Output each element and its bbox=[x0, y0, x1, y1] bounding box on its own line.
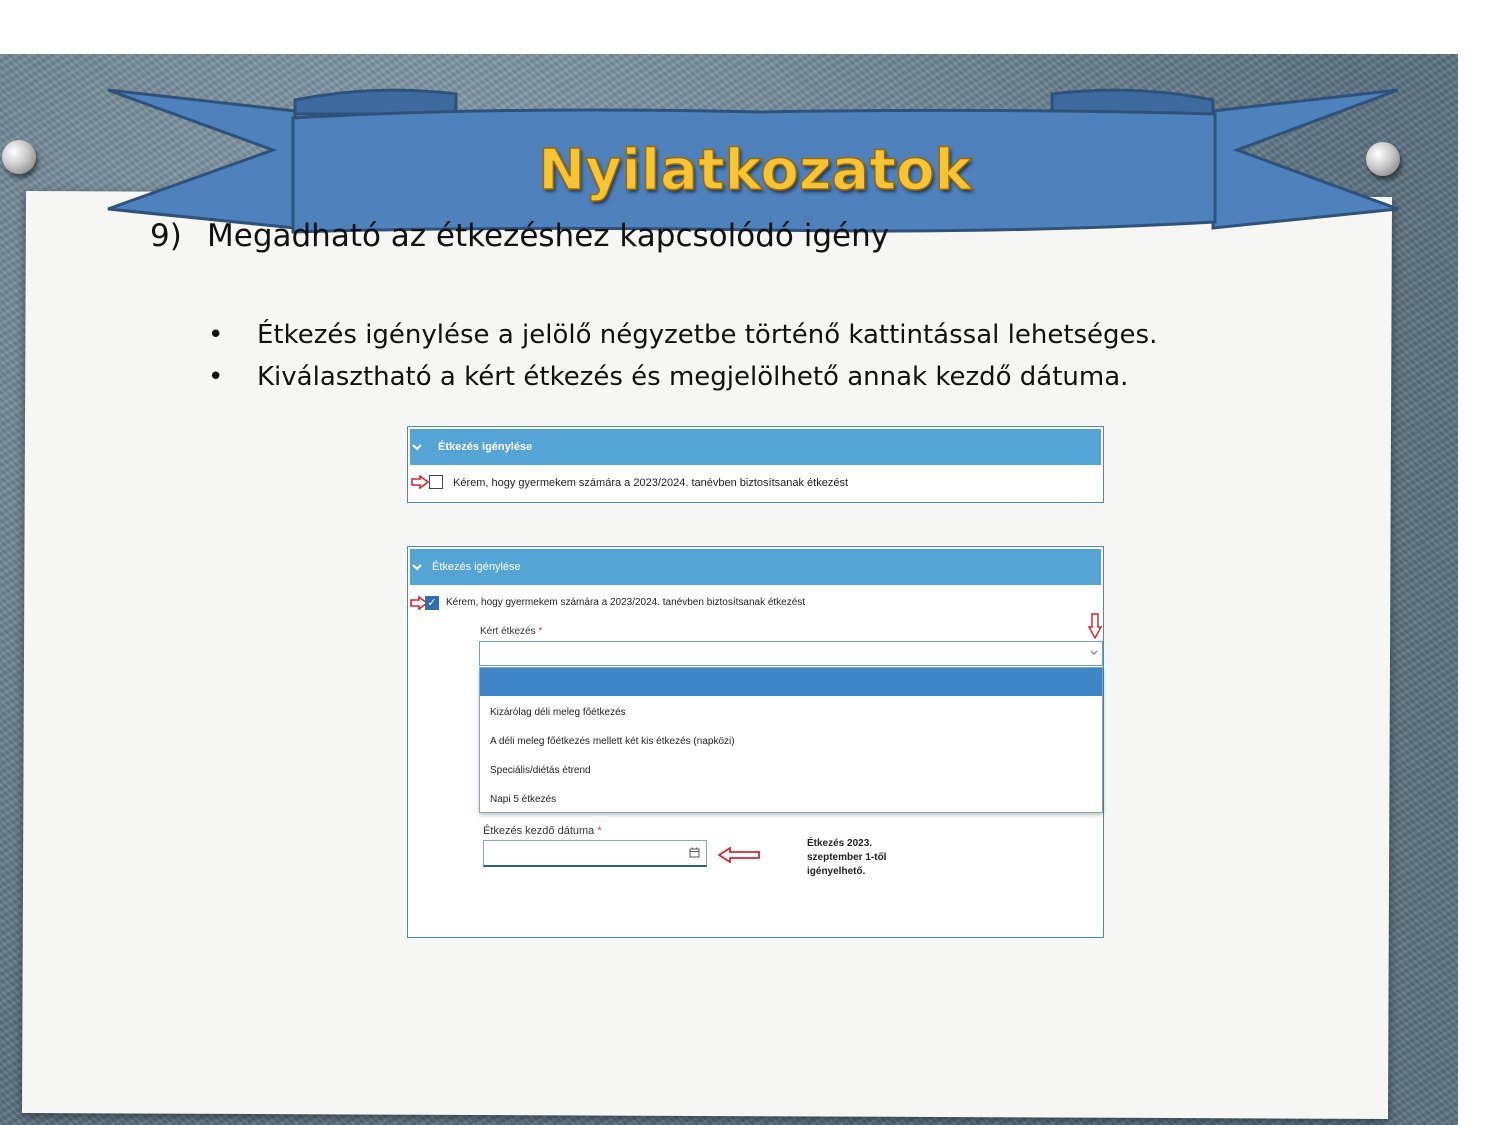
meal-request-panel-unchecked bbox=[407, 426, 1104, 503]
slide-title: Nyilatkozatok bbox=[538, 138, 972, 203]
meal-type-label: Kért étkezés * bbox=[480, 626, 543, 637]
panel-header[interactable] bbox=[410, 549, 1101, 585]
dropdown-option[interactable]: A déli meleg főétkezés mellett két kis étkezés (napközi) bbox=[490, 736, 735, 747]
bullet-text-1: Étkezés igénylése a jelölő négyzetbe történő kattintással lehetséges. bbox=[257, 320, 1158, 350]
chevron-down-icon bbox=[1090, 649, 1098, 657]
chevron-down-icon bbox=[410, 429, 424, 465]
meal-request-checkbox[interactable] bbox=[429, 475, 443, 489]
start-date-note: Étkezés 2023. szeptember 1-től igényelhető. bbox=[807, 838, 887, 877]
panel-header-label: Étkezés igénylése bbox=[438, 441, 533, 453]
banner-left-fold bbox=[295, 90, 456, 114]
item-heading: Megadható az étkezéshez kapcsolódó igény bbox=[207, 218, 890, 254]
dropdown-highlighted-option[interactable] bbox=[480, 668, 1102, 696]
meal-request-checkbox[interactable]: ✓ bbox=[425, 596, 439, 610]
bullet-dot-1: • bbox=[208, 320, 224, 350]
start-date-input[interactable] bbox=[483, 840, 707, 867]
meal-request-label: Kérem, hogy gyermekem számára a 2023/2024. tanévben biztosítsanak étkezést bbox=[446, 597, 806, 608]
meal-type-dropdown bbox=[479, 667, 1103, 813]
red-arrow-right-icon bbox=[411, 475, 429, 489]
dropdown-option[interactable]: Napi 5 étkezés bbox=[490, 794, 557, 805]
panel-header[interactable] bbox=[410, 429, 1101, 465]
meal-request-panel-checked bbox=[407, 546, 1104, 938]
bullet-dot-2: • bbox=[208, 362, 224, 392]
meal-type-select[interactable] bbox=[479, 641, 1103, 666]
dropdown-option[interactable]: Kizárólag déli meleg főétkezés bbox=[490, 707, 626, 718]
panel-header-label: Étkezés igénylése bbox=[432, 561, 521, 573]
chevron-down-icon bbox=[410, 549, 424, 585]
calendar-icon[interactable] bbox=[689, 847, 700, 858]
red-arrow-left-icon bbox=[718, 847, 760, 863]
bullet-text-2: Kiválasztható a kért étkezés és megjelölhető annak kezdő dátuma. bbox=[257, 362, 1129, 392]
meal-request-label: Kérem, hogy gyermekem számára a 2023/2024. tanévben biztosítsanak étkezést bbox=[453, 477, 848, 489]
item-number: 9) bbox=[150, 218, 182, 254]
red-arrow-down-icon bbox=[1088, 613, 1102, 639]
start-date-label: Étkezés kezdő dátuma * bbox=[483, 825, 602, 837]
dropdown-option[interactable]: Speciális/diétás étrend bbox=[490, 765, 591, 776]
